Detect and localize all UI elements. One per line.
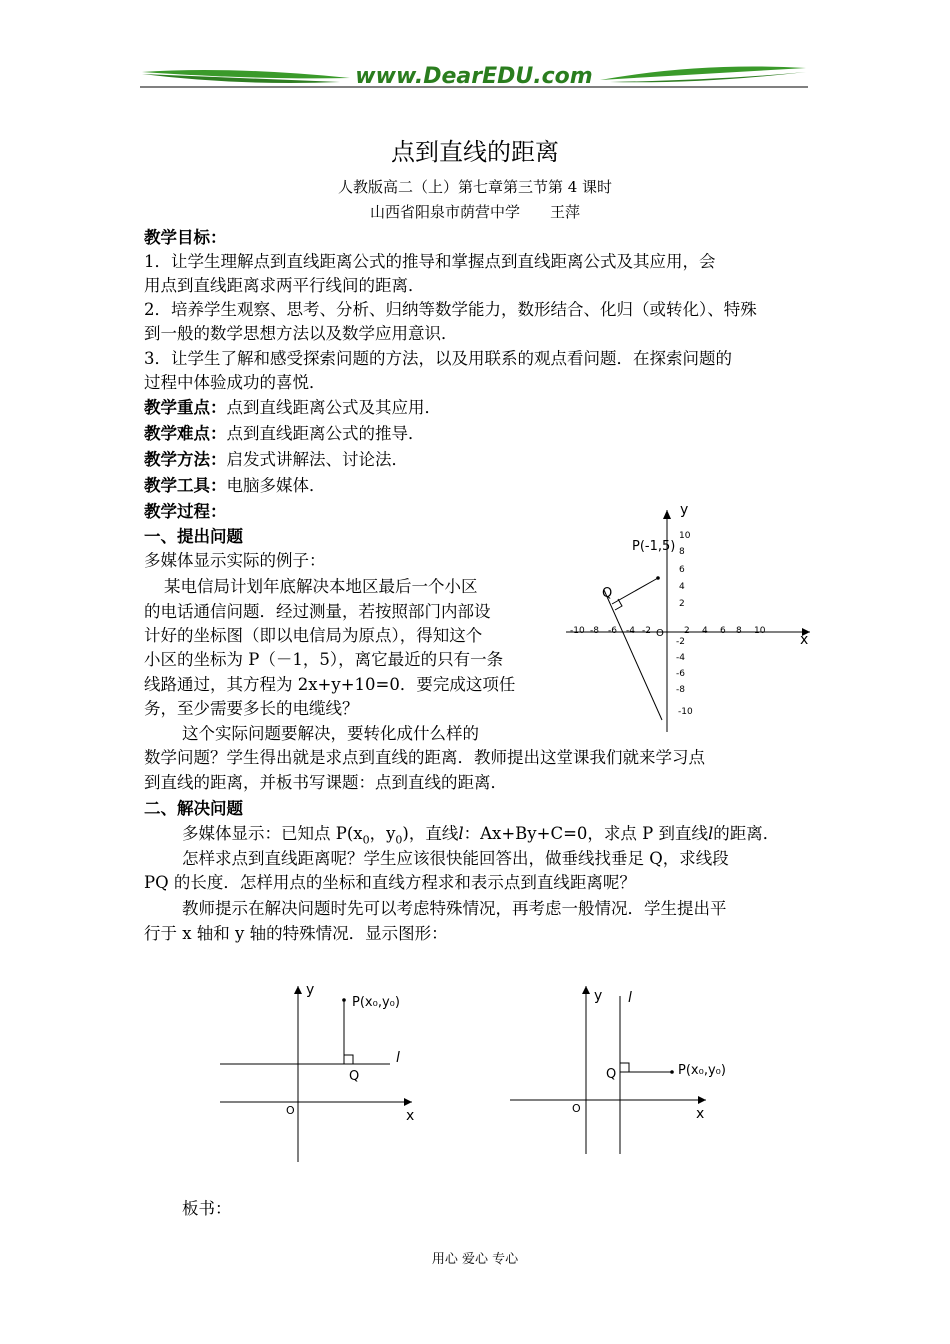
goal1-line2: 用点到直线距离求两平行线间的距离． <box>144 276 425 295</box>
p4-post: 的距离． <box>713 824 780 843</box>
p4-sub1: 0 <box>395 833 403 847</box>
figure-parallel-x-axis <box>212 978 432 1168</box>
fig3-point-label: P(x₀,y₀) <box>678 1063 726 1078</box>
figure-parallel-y-axis <box>506 978 736 1168</box>
process-heading: 教学过程： <box>144 502 227 521</box>
fig1-line <box>604 590 662 720</box>
goal2-line1: 2．培养学生观察、思考、分析、归纳等数学能力，数形结合、化归（或转化）、特殊 <box>144 300 757 319</box>
fig2-point-p <box>342 998 346 1002</box>
key-points <box>144 396 441 420</box>
method-text: 启发式讲解法、讨论法． <box>226 450 408 469</box>
fig1-ytick: 8 <box>679 547 685 557</box>
p5-line1: 怎样求点到直线距离呢？学生应该很快能回答出，做垂线找垂足 Q，求线段 <box>182 849 729 868</box>
fig1-point-label: P(-1,5) <box>632 539 676 554</box>
fig1-xtick: 4 <box>702 626 708 636</box>
goal1-line1: 1．让学生理解点到直线距离公式的推导和掌握点到直线距离公式及其应用，会 <box>144 252 716 271</box>
fig1-xtick: 6 <box>720 626 726 636</box>
fig2-foot-label: Q <box>349 1069 360 1084</box>
p5-line2: PQ 的长度．怎样用点的坐标和直线方程求和表示点到直线距离呢？ <box>144 873 636 892</box>
fig3-foot-label: Q <box>606 1067 617 1082</box>
teaching-method <box>144 448 408 472</box>
fig1-ytick: 6 <box>679 565 685 575</box>
tool-text: 电脑多媒体． <box>226 476 326 495</box>
fig1-xtick: 10 <box>754 626 766 636</box>
part2-heading: 二、解决问题 <box>144 799 243 818</box>
fig1-xtick: -8 <box>590 626 599 636</box>
p2-line3: 计好的坐标图（即以电信局为原点），得知这个 <box>144 626 483 645</box>
fig1-ytick: -6 <box>676 669 685 679</box>
p2-line5: 线路通过，其方程为 2x+y+10=0．要完成这项任 <box>144 675 516 694</box>
doc-author: 山西省阳泉市荫营中学 王萍 <box>369 203 580 221</box>
difficult-points <box>144 422 425 446</box>
page-footer: 用心 爱心 专心 <box>431 1252 519 1267</box>
goal2-line2: 到一般的数学思想方法以及数学应用意识． <box>144 324 458 343</box>
fig3-y-label: y <box>594 988 603 1004</box>
goals-heading: 教学目标： <box>144 228 227 247</box>
fig2-y-label: y <box>306 982 315 998</box>
fig1-ytick: -4 <box>676 653 685 663</box>
p2-line4: 小区的坐标为 P（－1，5），离它最近的只有一条 <box>144 650 504 669</box>
tool-label: 教学工具： <box>144 476 227 495</box>
fig1-xtick: 8 <box>736 626 742 636</box>
fig1-ytick: -2 <box>676 637 685 647</box>
fig1-ytick: 2 <box>679 599 685 609</box>
figure-coordinate-problem <box>560 496 820 736</box>
p2-line6: 务，至少需要多长的电缆线？ <box>144 699 359 718</box>
p4-line-l2: l <box>708 824 714 843</box>
part1-heading: 一、提出问题 <box>144 527 243 546</box>
p4-mid3: ：Ax+By+C=0，求点 P 到直线 <box>463 824 708 843</box>
fig1-xtick: -10 <box>570 626 585 636</box>
method-label: 教学方法： <box>144 450 227 469</box>
fig2-right-angle <box>344 1055 353 1064</box>
header-banner <box>140 60 808 94</box>
fig1-xtick: -2 <box>642 626 651 636</box>
p4-mid2: )，直线 <box>402 824 459 843</box>
board-label: 板书： <box>182 1199 232 1218</box>
fig2-origin: O <box>286 1104 295 1117</box>
p4-line-l: l <box>458 824 464 843</box>
p2-line1: 某电信局计划年底解决本地区最后一个小区 <box>164 577 478 596</box>
p1: 多媒体显示实际的例子： <box>144 551 326 570</box>
fig1-xtick: 2 <box>684 626 690 636</box>
diff-text: 点到直线距离公式的推导． <box>226 424 425 443</box>
fig2-point-label: P(x₀,y₀) <box>352 995 400 1010</box>
fig3-origin: O <box>572 1102 581 1115</box>
site-logo: www.DearEDU.com <box>355 64 593 89</box>
doc-title: 点到直线的距离 <box>391 138 559 166</box>
fig3-right-angle <box>620 1063 629 1072</box>
key-text: 点到直线距离公式及其应用． <box>226 398 441 417</box>
fig3-x-label: x <box>696 1106 705 1122</box>
p3-line2: 数学问题？学生得出就是求点到直线的距离．教师提出这堂课我们就来学习点 <box>144 748 705 767</box>
fig1-foot-label: Q <box>602 586 613 601</box>
goal3-line1: 3．让学生了解和感受探索问题的方法，以及用联系的观点看问题．在探索问题的 <box>144 349 732 368</box>
teaching-tools <box>144 474 326 498</box>
doc-subtitle: 人教版高二（上）第七章第三节第 4 课时 <box>337 178 613 196</box>
fig1-x-label: x <box>800 632 809 648</box>
p4-mid: ，y <box>369 824 396 843</box>
fig1-ytick: -8 <box>676 685 685 695</box>
p6-line2: 行于 x 轴和 y 轴的特殊情况．显示图形： <box>144 924 448 943</box>
fig1-right-angle <box>615 599 622 610</box>
fig1-xtick: -6 <box>608 626 617 636</box>
p4-pre: 多媒体显示：已知点 P(x <box>182 824 363 843</box>
fig3-l-label: l <box>628 990 632 1006</box>
p3-line3: 到直线的距离，并板书写课题：点到直线的距离． <box>144 773 507 792</box>
fig2-x-label: x <box>406 1108 415 1124</box>
fig1-origin: O <box>656 628 664 639</box>
diff-label: 教学难点： <box>144 424 227 443</box>
p6-line1: 教师提示在解决问题时先可以考虑特殊情况，再考虑一般情况．学生提出平 <box>182 899 727 918</box>
fig3-point-p <box>670 1070 674 1074</box>
fig1-ytick: 4 <box>679 582 685 592</box>
p2-line2: 的电话通信问题．经过测量，若按照部门内部设 <box>144 602 491 621</box>
fig1-ytick: -10 <box>678 707 693 717</box>
fig2-l-label: l <box>396 1050 400 1066</box>
p3-line1: 这个实际问题要解决，要转化成什么样的 <box>182 724 479 743</box>
fig1-ytick: 10 <box>679 531 691 541</box>
fig1-y-label: y <box>680 502 689 518</box>
fig1-point-p <box>656 576 660 580</box>
fig1-xtick: -4 <box>626 626 635 636</box>
goal3-line2: 过程中体验成功的喜悦． <box>144 373 326 392</box>
p4-sub0: 0 <box>362 833 370 847</box>
key-label: 教学重点： <box>144 398 227 417</box>
